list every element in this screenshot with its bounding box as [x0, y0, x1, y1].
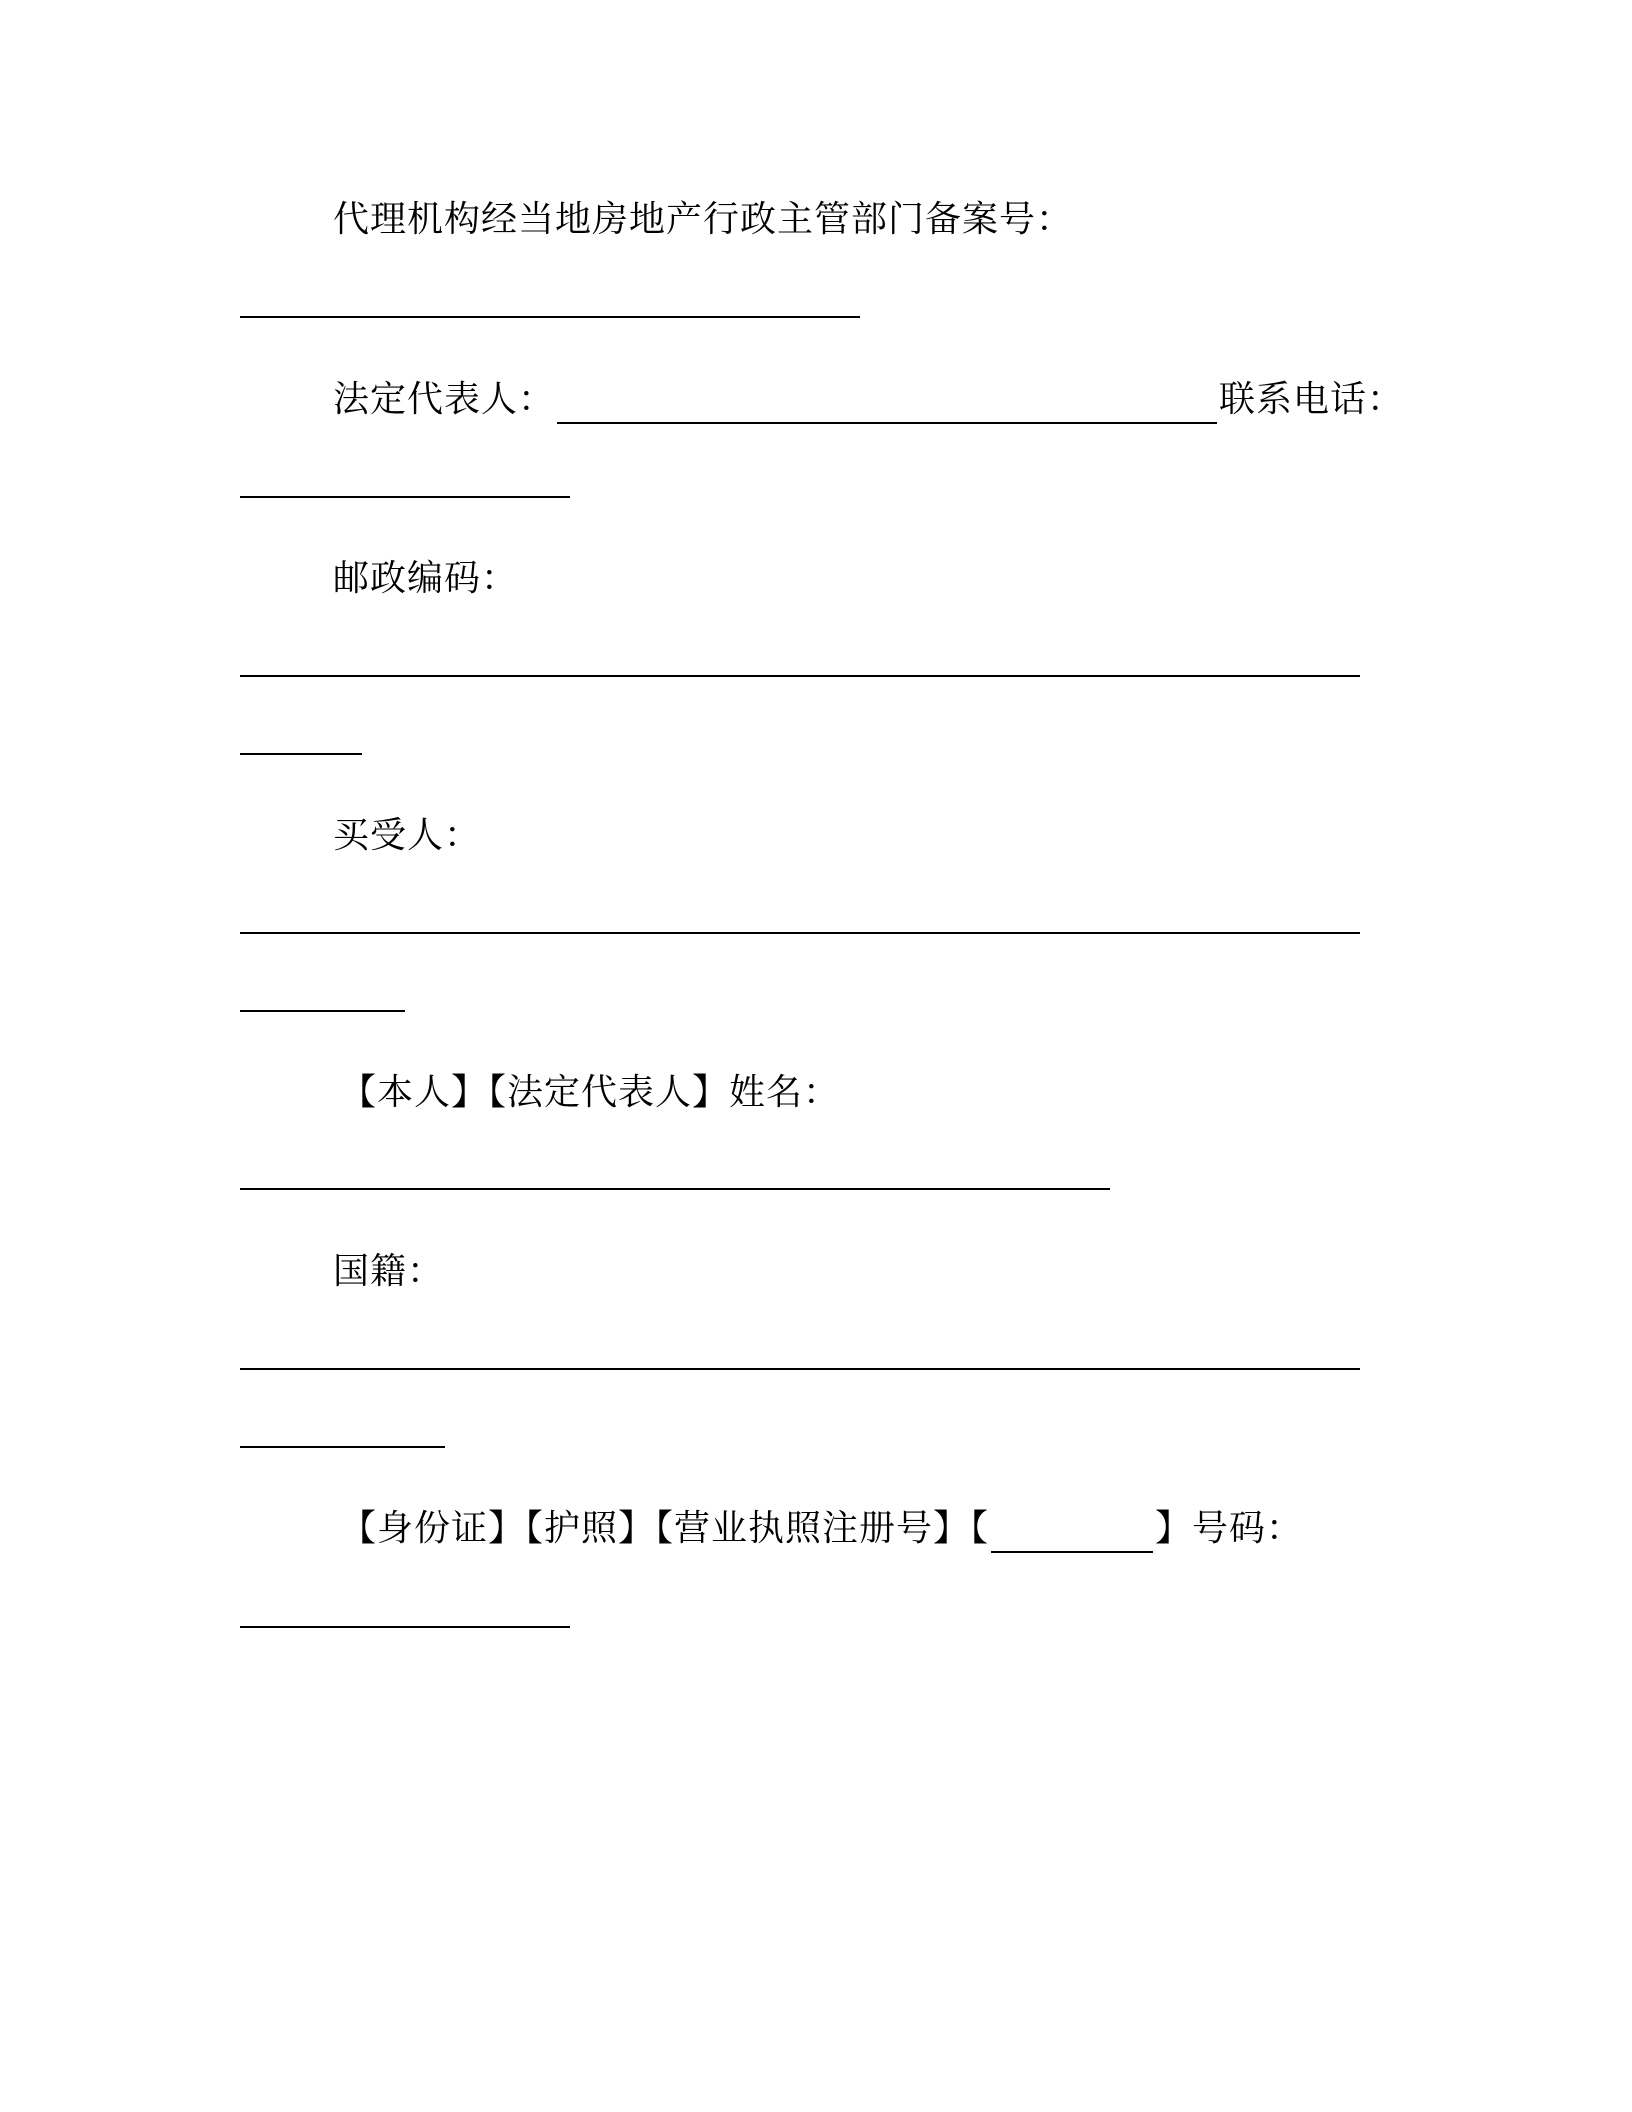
legal-rep-row — [333, 376, 1404, 424]
postcode-blank-line-1[interactable] — [240, 675, 1360, 677]
buyer-blank-line-1[interactable] — [240, 932, 1360, 934]
name-label: 【本人】【法定代表人】姓名： — [340, 1072, 841, 1113]
buyer-label: 买受人： — [333, 815, 482, 856]
nationality-label: 国籍： — [333, 1251, 445, 1292]
nationality-blank-line-1[interactable] — [240, 1368, 1360, 1370]
postcode-label: 邮政编码： — [333, 558, 519, 599]
id-label-prefix: 【身份证】【护照】【营业执照注册号】【 — [340, 1508, 990, 1549]
id-type-blank[interactable] — [991, 1521, 1153, 1553]
phone-label: 联系电话： — [1219, 379, 1405, 420]
legal-rep-label: 法定代表人： — [333, 379, 556, 420]
id-number-blank[interactable] — [240, 1626, 570, 1628]
nationality-blank-line-2[interactable] — [240, 1446, 445, 1448]
legal-rep-blank[interactable] — [557, 392, 1217, 424]
postcode-blank-line-2[interactable] — [240, 753, 362, 755]
buyer-blank-line-2[interactable] — [240, 1010, 405, 1012]
name-blank[interactable] — [240, 1188, 1110, 1190]
phone-blank[interactable] — [240, 496, 570, 498]
agency-filing-blank[interactable] — [240, 316, 860, 318]
id-row — [340, 1505, 1303, 1553]
agency-filing-label: 代理机构经当地房地产行政主管部门备案号： — [333, 199, 1074, 240]
id-label-suffix: 】号码： — [1155, 1508, 1304, 1549]
